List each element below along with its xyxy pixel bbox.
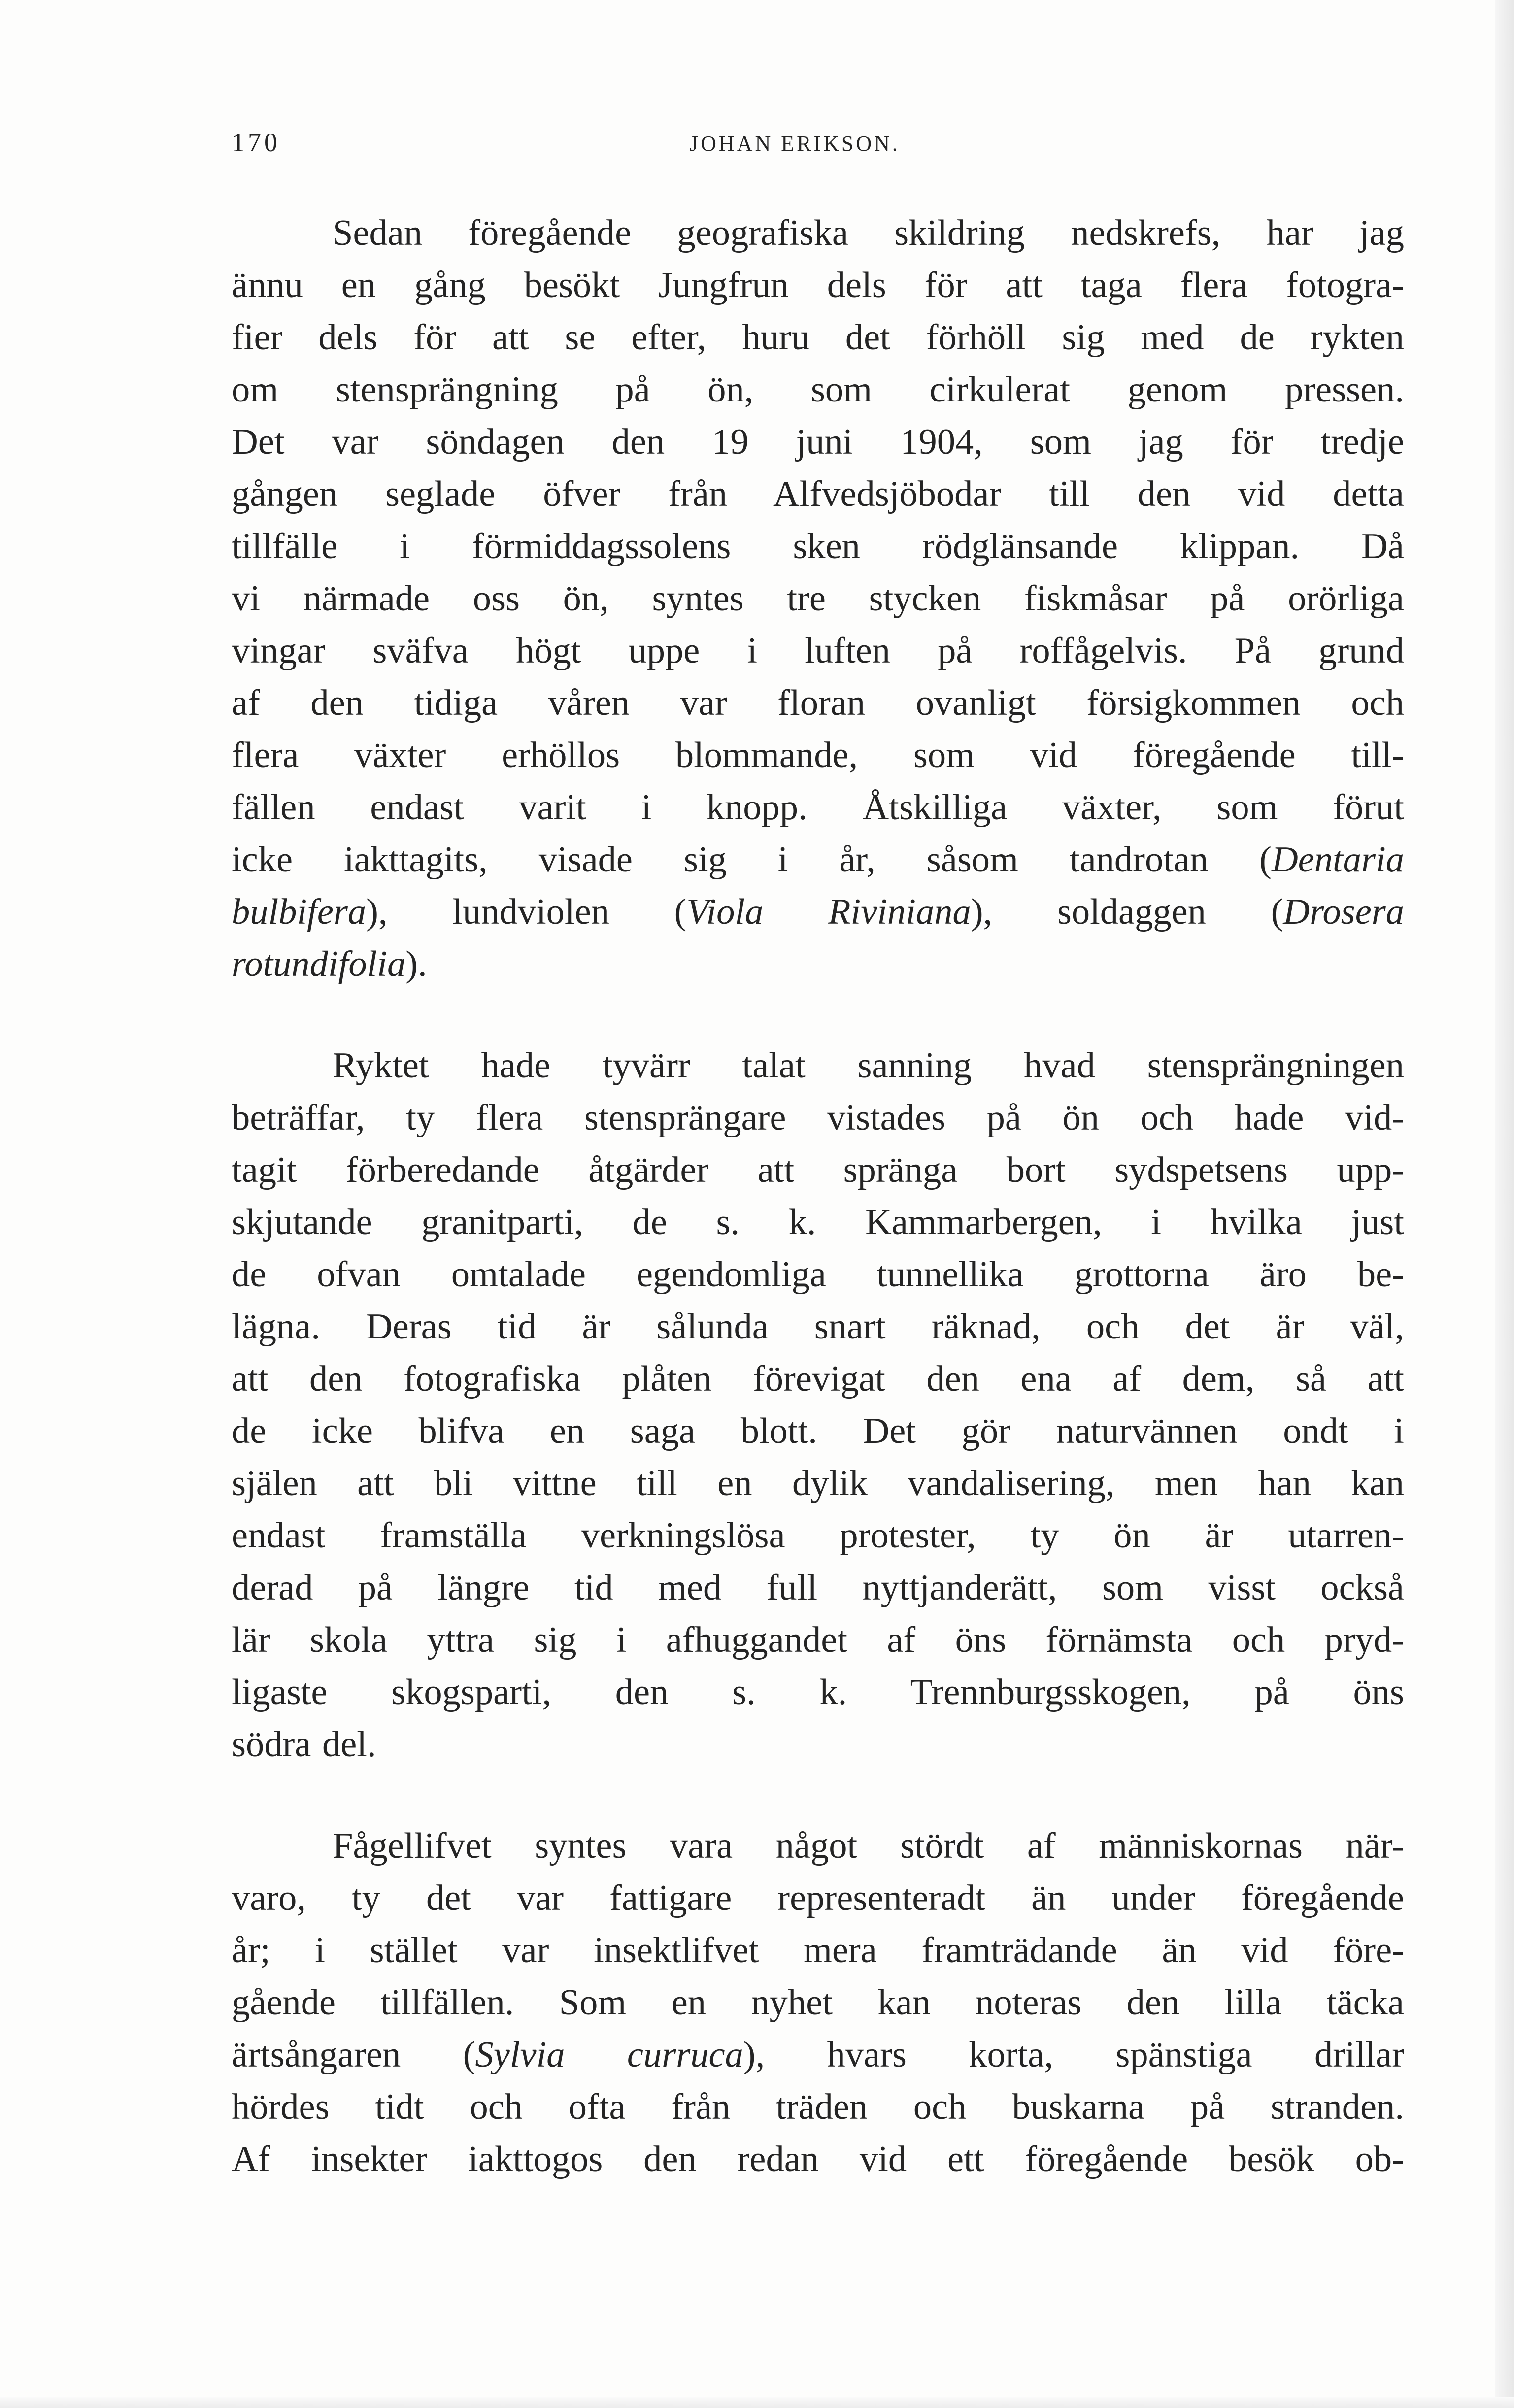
- text-run: ärtsångaren (: [232, 2035, 475, 2075]
- text-line: vingar sväfva högt uppe i luften på roffågelvis. På grund: [232, 631, 1404, 671]
- paragraph-gap: [232, 990, 1404, 1039]
- text-line: varo, ty det var fattigare representeradt än under föregående: [232, 1878, 1404, 1918]
- text-line: fier dels för att se efter, huru det förhöll sig med de rykten: [232, 317, 1404, 358]
- species-name: Dentaria: [1271, 839, 1404, 880]
- species-name: rotundifolia: [232, 944, 406, 984]
- text-run: ), hvars korta, spänstiga drillar: [743, 2035, 1404, 2075]
- text-line: flera växter erhöllos blommande, som vid föregående till-: [232, 735, 1404, 775]
- text-line: endast framställa verkningslösa protester, ty ön är utarren-: [232, 1515, 1404, 1556]
- text-run: ), soldaggen (: [971, 892, 1283, 932]
- species-name: Viola Riviniana: [686, 892, 971, 932]
- text-line: södra del.: [232, 1724, 376, 1765]
- text-line: de ofvan omtalade egendomliga tunnellika grottorna äro be-: [232, 1254, 1404, 1295]
- text-line: Ryktet hade tyvärr talat sanning hvad stensprängningen: [333, 1045, 1404, 1086]
- text-line: af den tidiga våren var floran ovanligt försigkommen och: [232, 683, 1404, 723]
- text-line: derad på längre tid med full nyttjanderätt, som visst också: [232, 1568, 1404, 1608]
- text-line: Fågellifvet syntes vara något stördt af människornas när-: [333, 1826, 1404, 1866]
- species-name: bulbifera: [232, 892, 367, 932]
- paragraph-2: [232, 1039, 1404, 1771]
- text-line: vi närmade oss ön, syntes tre stycken fiskmåsar på orörliga: [232, 578, 1404, 619]
- text-line: lägna. Deras tid är sålunda snart räknad, och det är väl,: [232, 1306, 1404, 1347]
- text-line: om stensprängning på ön, som cirkulerat genom pressen.: [232, 369, 1404, 410]
- text-line: [232, 834, 1404, 886]
- text-line: själen att bli vittne till en dylik vandalisering, men han kan: [232, 1463, 1404, 1504]
- text-line: ännu en gång besökt Jungfrun dels för att taga flera fotogra-: [232, 265, 1404, 305]
- text-line: att den fotografiska plåten förevigat den ena af dem, så att: [232, 1359, 1404, 1399]
- species-name: Drosera: [1283, 892, 1405, 932]
- paragraph-1: [232, 207, 1404, 990]
- species-name: Sylvia curruca: [475, 2035, 743, 2075]
- text-line: Det var söndagen den 19 juni 1904, som jag för tredje: [232, 422, 1404, 462]
- text-line: år; i stället var insektlifvet mera framträdande än vid före-: [232, 1930, 1404, 1971]
- text-run: ).: [405, 944, 427, 984]
- text-line: hördes tidt och ofta från träden och buskarna på stranden.: [232, 2087, 1404, 2127]
- paragraph-3: [232, 1820, 1404, 2185]
- text-line: [232, 886, 1404, 938]
- page-header: [232, 127, 1439, 167]
- text-line: de icke blifva en saga blott. Det gör naturvännen ondt i: [232, 1411, 1404, 1451]
- text-line: tillfälle i förmiddagssolens sken rödglänsande klippan. Då: [232, 526, 1404, 567]
- scan-edge-right: [1495, 0, 1514, 2408]
- text-line: ligaste skogsparti, den s. k. Trennburgsskogen, på öns: [232, 1672, 1404, 1712]
- text-line: gående tillfällen. Som en nyhet kan noteras den lilla täcka: [232, 1982, 1404, 2023]
- text-line: skjutande granitparti, de s. k. Kammarbergen, i hvilka just: [232, 1202, 1404, 1242]
- running-head: JOHAN ERIKSON.: [690, 132, 900, 156]
- scan-edge-bottom: [0, 2397, 1514, 2408]
- paragraph-gap: [232, 1771, 1404, 1820]
- text-line: gången seglade öfver från Alfvedsjöbodar till den vid detta: [232, 474, 1404, 514]
- page-number: 170: [232, 128, 280, 157]
- text-line: [232, 2029, 1404, 2081]
- text-line: fällen endast varit i knopp. Åtskilliga växter, som förut: [232, 787, 1404, 828]
- text-line: [232, 938, 1404, 990]
- text-line: tagit förberedande åtgärder att spränga bort sydspetsens upp-: [232, 1150, 1404, 1190]
- text-line: lär skola yttra sig i afhuggandet af öns förnämsta och pryd-: [232, 1620, 1404, 1660]
- text-line: Af insekter iakttogos den redan vid ett föregående besök ob-: [232, 2139, 1404, 2179]
- text-line: beträffar, ty flera stensprängare vistades på ön och hade vid-: [232, 1098, 1404, 1138]
- text-run: ), lundviolen (: [366, 892, 687, 932]
- text-line: Sedan föregående geografiska skildring nedskrefs, har jag: [333, 213, 1404, 253]
- body-text: [232, 207, 1404, 2185]
- text-run: icke iakttagits, visade sig i år, såsom tandrotan (: [232, 839, 1272, 880]
